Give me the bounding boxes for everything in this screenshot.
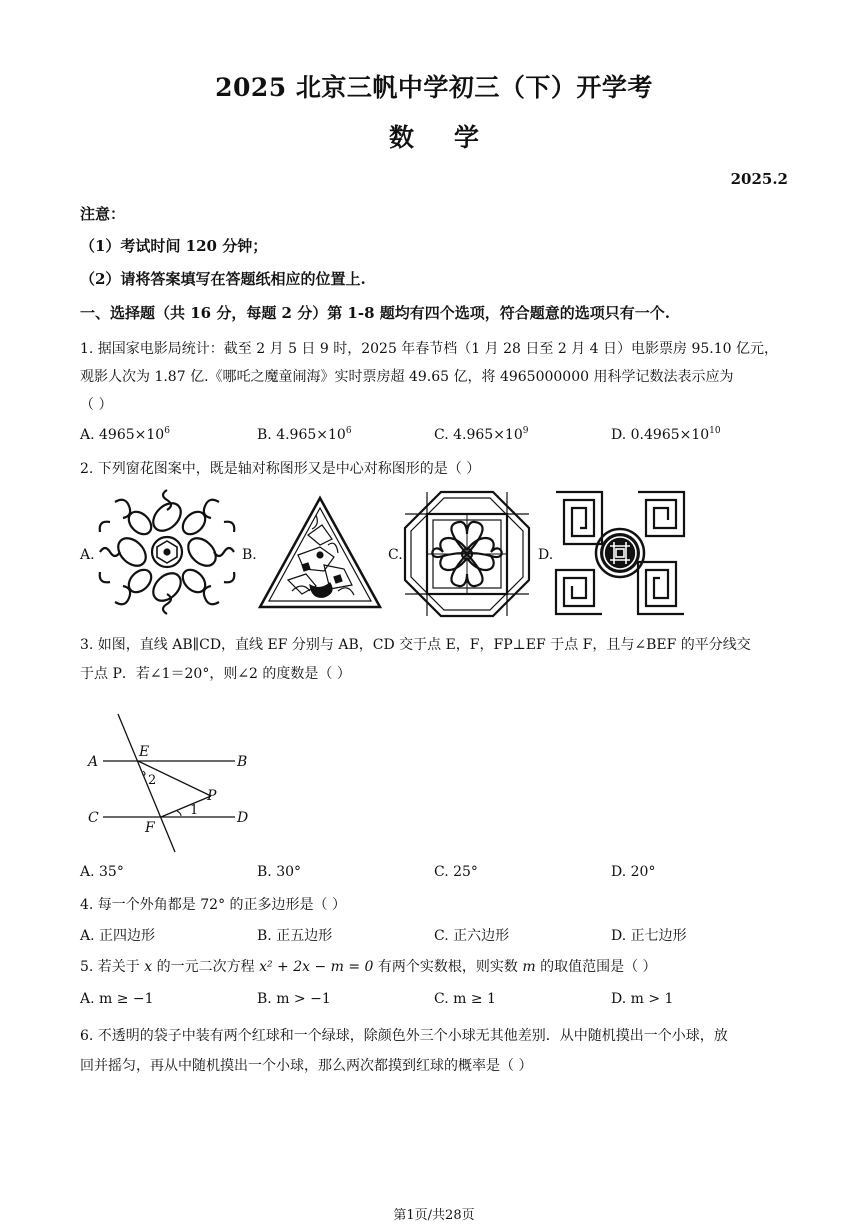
- q3-option-b: B. 30°: [257, 864, 302, 880]
- q2-option-c-label: C.: [388, 547, 403, 563]
- window-flower-b-icon: [258, 495, 383, 610]
- q5-option-c: C. m ≥ 1: [434, 991, 496, 1007]
- note-item-2: （2）请将答案填写在答题纸相应的位置上.: [80, 270, 366, 288]
- q5-equation: x² + 2x − m = 0: [259, 959, 374, 975]
- note-item-1: （1）考试时间 120 分钟；: [80, 237, 268, 255]
- q6-line-2: 回并摇匀，再从中随机摸出一个小球，那么两次都摸到红球的概率是（ ）: [80, 1058, 533, 1074]
- q3-option-d: D. 20°: [611, 864, 656, 880]
- window-flower-a-icon: [95, 487, 240, 617]
- q5-option-d: D. m > 1: [611, 991, 674, 1007]
- q2-option-b-label: B.: [242, 547, 257, 563]
- q2-option-a-label: A.: [80, 547, 95, 563]
- q1-line-2: 观影人次为 1.87 亿.《哪吒之魔童闹海》实时票房超 49.65 亿，将 4965000000 用科学记数法表示应为: [80, 369, 734, 385]
- q1-line-3: （ ）: [80, 397, 113, 413]
- subject-title: 数学: [388, 123, 519, 152]
- q2-stem: 2. 下列窗花图案中，既是轴对称图形又是中心对称图形的是（ ）: [80, 461, 481, 477]
- page-footer: 第1页/共28页: [393, 1208, 475, 1223]
- label-f: F: [145, 820, 155, 836]
- q4-option-a: A. 正四边形: [80, 928, 156, 944]
- window-flower-d-icon: [554, 490, 686, 616]
- q1-line-1: 1. 据国家电影局统计：截至 2 月 5 日 9 时，2025 年春节档（1 月 28 日至 2 月 4 日）电影票房 95.10 亿元，: [80, 341, 778, 357]
- label-e: E: [139, 744, 150, 760]
- q6-line-1: 6. 不透明的袋子中装有两个红球和一个绿球，除颜色外三个小球无其他差别．从中随机摸出一个小球，放: [80, 1028, 728, 1044]
- q1-option-b: B. $4.965\times 10^6$: [257, 426, 352, 443]
- section-heading: 一、选择题（共 16 分，每题 2 分）第 1-8 题均有四个选项，符合题意的选项只有一个.: [80, 304, 670, 322]
- q4-stem: 4. 每一个外角都是 72° 的正多边形是（ ）: [80, 897, 346, 913]
- window-flower-c-icon: [403, 490, 531, 618]
- q3-line-2: 于点 P．若∠1＝20°，则∠2 的度数是（ ）: [80, 666, 351, 682]
- q3-line-1: 3. 如图，直线 AB∥CD，直线 EF 分别与 AB，CD 交于点 E，F，FP⊥EF 于点 F，且与∠BEF 的平分线交: [80, 637, 751, 653]
- label-c: C: [88, 810, 99, 826]
- label-a: A: [88, 754, 99, 770]
- q5-stem: 5. 若关于 x 的一元二次方程 x² + 2x − m = 0 有两个实数根，则实数 m 的取值范围是（ ）: [80, 959, 657, 975]
- q3-geometry-figure: [85, 712, 255, 857]
- q3-option-a: A. 35°: [80, 864, 124, 880]
- exam-title: 2025 北京三帆中学初三（下）开学考: [215, 73, 653, 102]
- notes-heading: 注意：: [80, 205, 126, 223]
- label-b: B: [237, 754, 248, 770]
- q2-option-d-label: D.: [538, 547, 554, 563]
- exam-date: 2025.2: [730, 170, 788, 188]
- angle-1-label: 1: [190, 803, 199, 818]
- segment-fp: [161, 796, 211, 817]
- q3-option-c: C. 25°: [434, 864, 478, 880]
- label-d: D: [237, 810, 249, 826]
- label-p: P: [207, 788, 217, 804]
- q5-option-b: B. m > −1: [257, 991, 331, 1007]
- q1-option-a: A. $4965\times 10^6$: [80, 426, 170, 443]
- angle-2-label: 2: [148, 773, 157, 788]
- q5-var-x: x: [144, 959, 153, 975]
- q5-var-m: m: [522, 959, 536, 975]
- q1-option-c: C. $4.965\times 10^9$: [434, 426, 529, 443]
- q1-option-d: D. $0.4965\times 10^{10}$: [611, 426, 721, 443]
- q4-option-d: D. 正七边形: [611, 928, 687, 944]
- q4-option-b: B. 正五边形: [257, 928, 333, 944]
- q4-option-c: C. 正六边形: [434, 928, 510, 944]
- q5-option-a: A. m ≥ −1: [80, 991, 154, 1007]
